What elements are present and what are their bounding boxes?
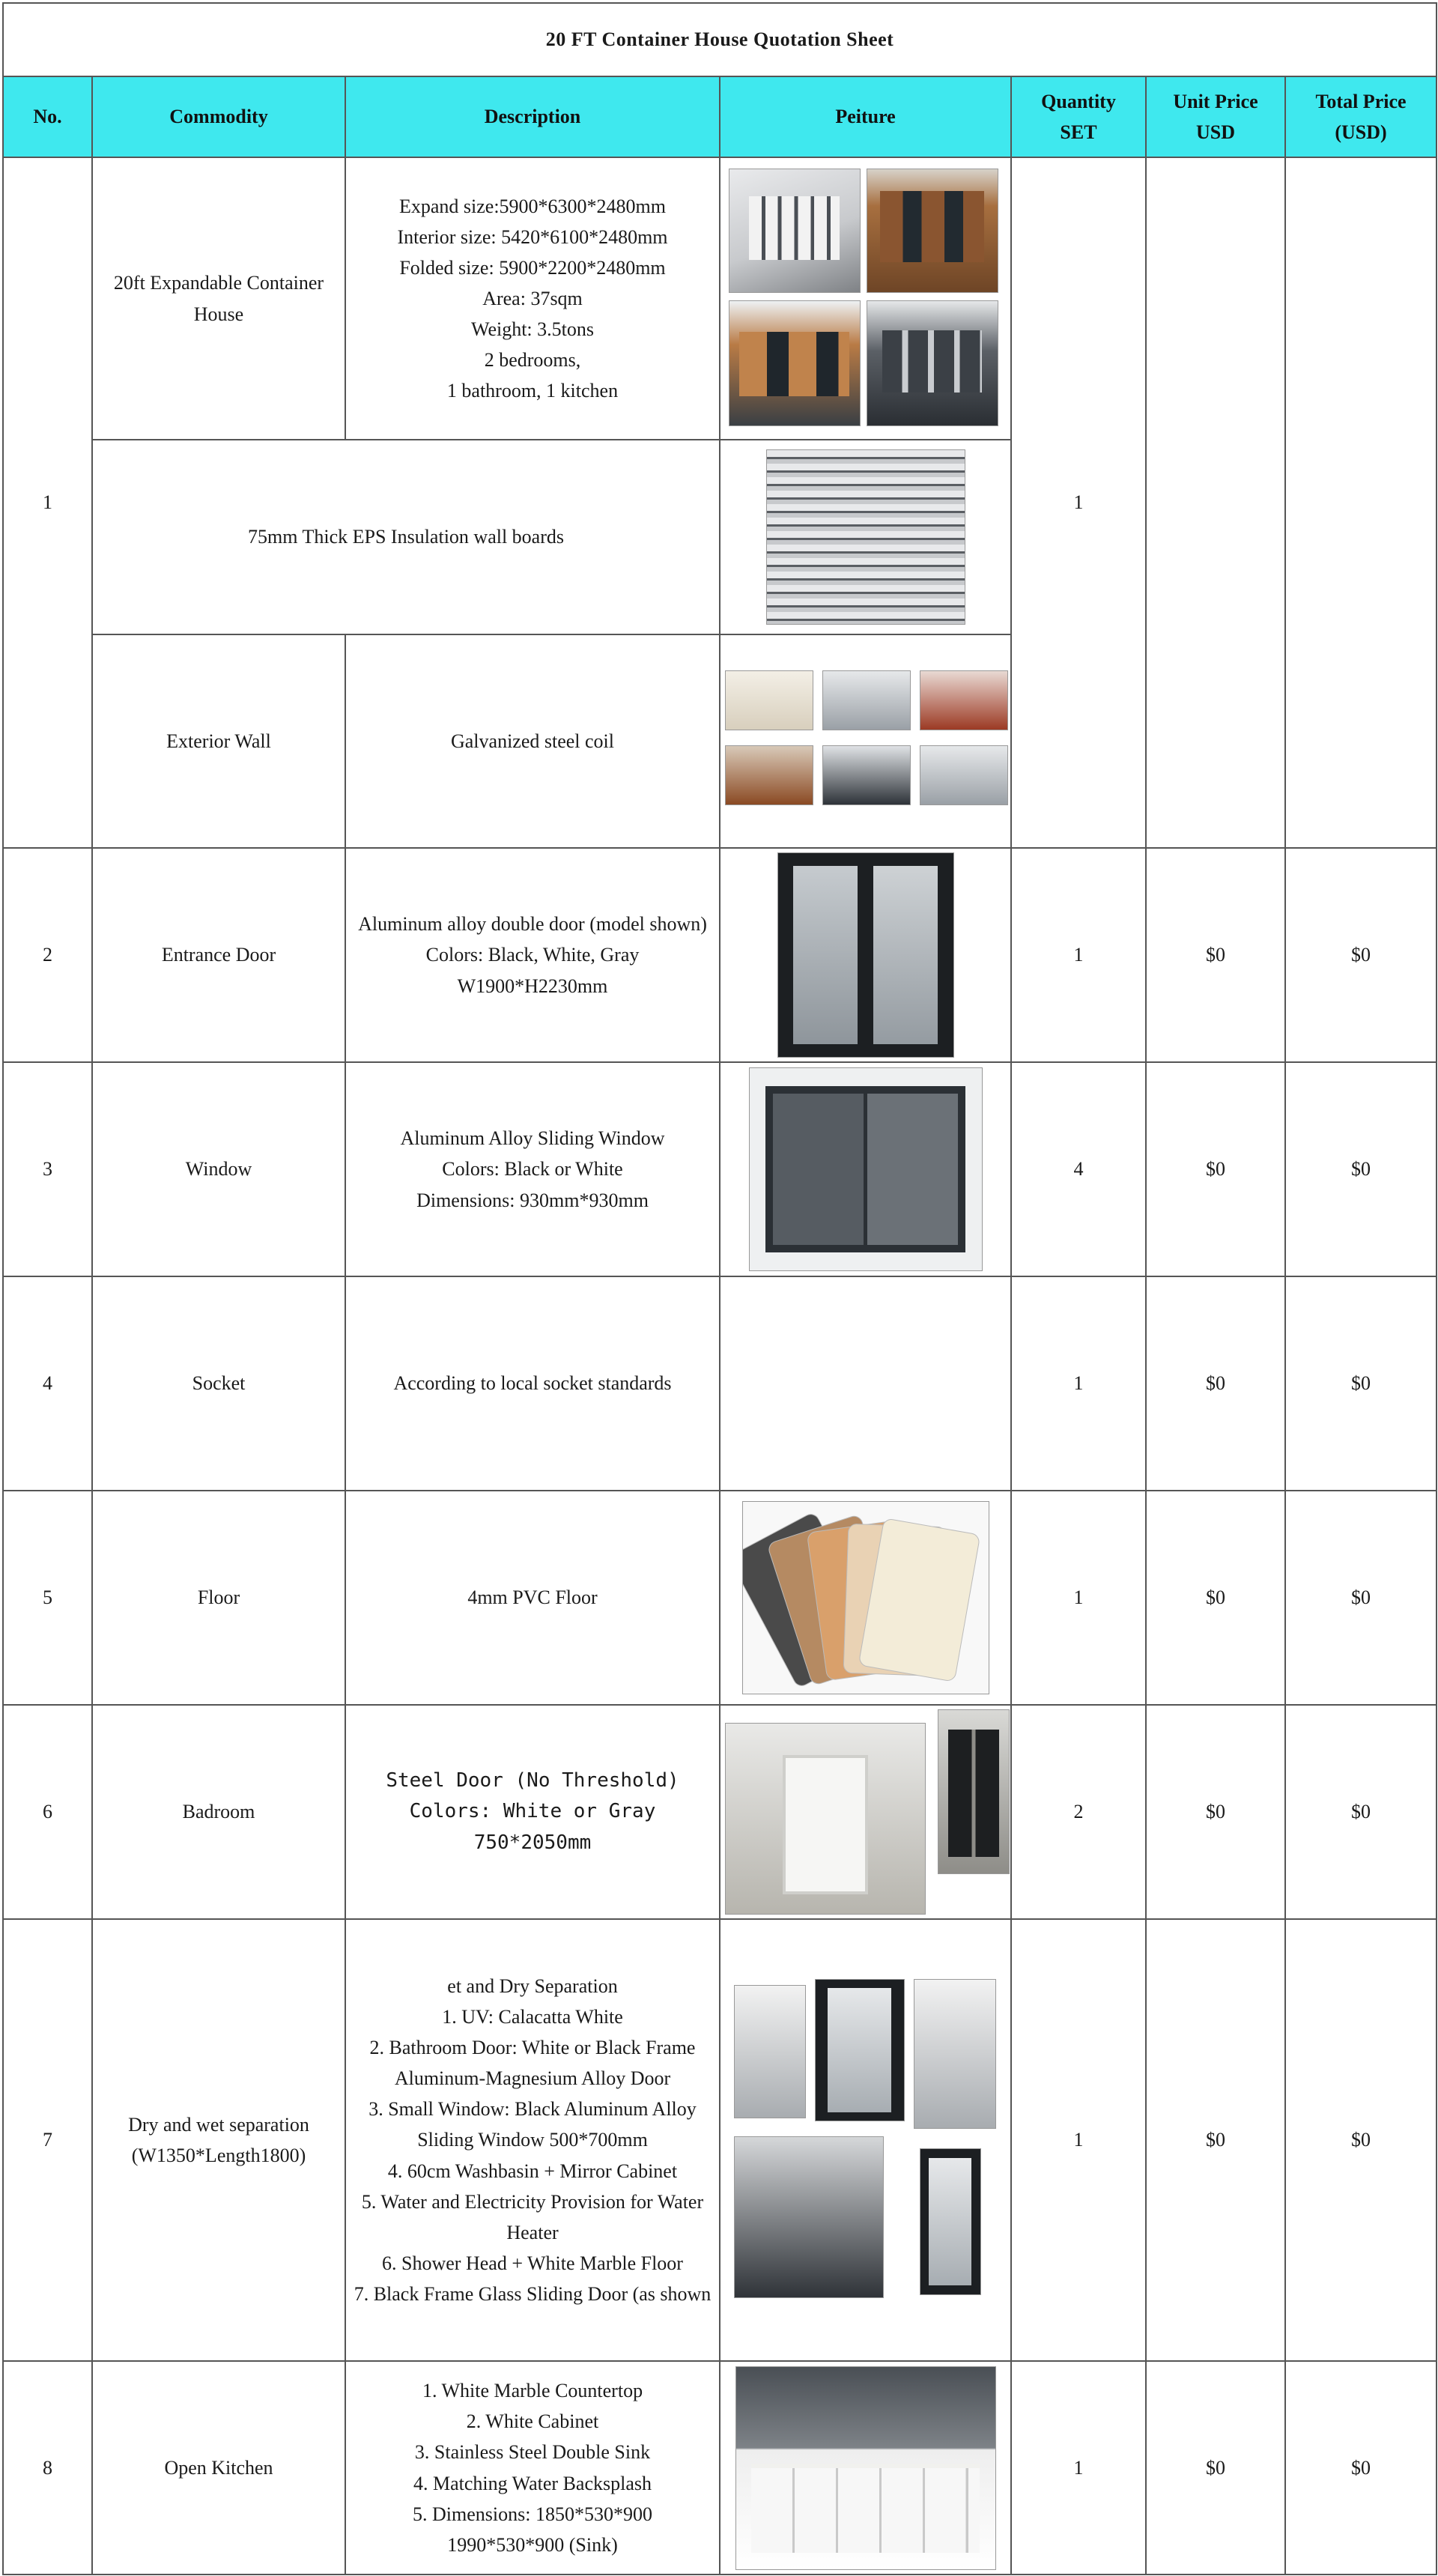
commodity-cell: Open Kitchen — [92, 2361, 345, 2575]
description-cell: Steel Door (No Threshold) Colors: White or Gray 750*2050mm — [345, 1705, 720, 1919]
row-number: 3 — [3, 1062, 92, 1276]
quantity-cell: 1 — [1011, 1491, 1146, 1705]
insulation-boards-photo-icon — [766, 449, 965, 625]
header-picture: Peiture — [720, 76, 1011, 157]
total-price-cell: $0 — [1285, 1919, 1437, 2361]
description-cell: Galvanized steel coil — [345, 634, 720, 848]
unit-price-cell: $0 — [1146, 848, 1285, 1062]
table-row — [3, 1919, 1437, 2361]
total-price-cell: $0 — [1285, 848, 1437, 1062]
quantity-cell: 1 — [1011, 1276, 1146, 1491]
table-row — [3, 2361, 1437, 2575]
pvc-floor-swatches-photo-icon — [742, 1501, 989, 1694]
header-commodity: Commodity — [92, 76, 345, 157]
row-number: 2 — [3, 848, 92, 1062]
quantity-cell: 4 — [1011, 1062, 1146, 1276]
unit-price-cell: $0 — [1146, 2361, 1285, 2575]
description-cell: Aluminum Alloy Sliding Window Colors: Black or White Dimensions: 930mm*930mm — [345, 1062, 720, 1276]
picture-cell — [720, 634, 1011, 848]
table-row — [3, 1062, 1437, 1276]
quantity-cell: 1 — [1011, 157, 1146, 848]
row-number: 6 — [3, 1705, 92, 1919]
unit-price-cell: $0 — [1146, 1062, 1285, 1276]
unit-price-cell: $0 — [1146, 1919, 1285, 2361]
table-row — [3, 1705, 1437, 1919]
bathroom-photos-icon — [731, 1979, 1001, 2301]
commodity-cell: Exterior Wall — [92, 634, 345, 848]
sheet-title: 20 FT Container House Quotation Sheet — [3, 3, 1437, 76]
picture-cell — [720, 1705, 1011, 1919]
commodity-cell: Floor — [92, 1491, 345, 1705]
picture-cell — [720, 1062, 1011, 1276]
unit-price-cell: $0 — [1146, 1276, 1285, 1491]
kitchen-photo-icon — [735, 2366, 996, 2570]
commodity-cell: 20ft Expandable Container House — [92, 157, 345, 440]
header-total-price: Total Price (USD) — [1285, 76, 1437, 157]
picture-cell — [720, 2361, 1011, 2575]
commodity-cell: Socket — [92, 1276, 345, 1491]
unit-price-cell — [1146, 157, 1285, 848]
table-row — [3, 848, 1437, 1062]
row-number: 7 — [3, 1919, 92, 2361]
commodity-cell: Badroom — [92, 1705, 345, 1919]
picture-cell — [720, 157, 1011, 440]
quantity-cell: 1 — [1011, 848, 1146, 1062]
description-cell: 4mm PVC Floor — [345, 1491, 720, 1705]
quantity-cell: 1 — [1011, 1919, 1146, 2361]
description-cell: According to local socket standards — [345, 1276, 720, 1491]
description-cell: et and Dry Separation 1. UV: Calacatta White 2. Bathroom Door: White or Black Frame Aluminum-Magnesium Alloy Door 3. Small Window: Black Aluminum Alloy Sliding Window 500*700mm 4. 60cm Washbasin + Mirror Cabinet 5. Water and Electricity Provision for Water Heater 6. Shower Head + White Marble Floor 7. Black Frame Glass Sliding Door (as shown — [345, 1919, 720, 2361]
quantity-cell: 1 — [1011, 2361, 1146, 2575]
row-number: 1 — [3, 157, 92, 848]
double-door-photo-icon — [777, 852, 954, 1058]
container-house-photos-icon — [729, 169, 1003, 429]
header-no: No. — [3, 76, 92, 157]
picture-cell — [720, 440, 1011, 634]
header-description: Description — [345, 76, 720, 157]
exterior-color-options-photos-icon — [725, 670, 1010, 813]
picture-cell — [720, 1276, 1011, 1491]
quotation-table — [2, 2, 1437, 2575]
picture-cell — [720, 848, 1011, 1062]
header-unit-price: Unit Price USD — [1146, 76, 1285, 157]
header-quantity: Quantity SET — [1011, 76, 1146, 157]
row-number: 4 — [3, 1276, 92, 1491]
total-price-cell: $0 — [1285, 1491, 1437, 1705]
description-cell: Expand size:5900*6300*2480mm Interior size: 5420*6100*2480mm Folded size: 5900*2200*2480mm Area: 37sqm Weight: 3.5tons 2 bedrooms, 1 bathroom, 1 kitchen — [345, 157, 720, 440]
quantity-cell: 2 — [1011, 1705, 1146, 1919]
row-number: 8 — [3, 2361, 92, 2575]
unit-price-cell: $0 — [1146, 1491, 1285, 1705]
sliding-window-photo-icon — [749, 1067, 983, 1271]
bedroom-doors-photos-icon — [725, 1709, 1010, 1915]
table-row — [3, 157, 1437, 440]
total-price-cell: $0 — [1285, 1062, 1437, 1276]
commodity-cell: 75mm Thick EPS Insulation wall boards — [92, 440, 720, 634]
description-cell: 1. White Marble Countertop 2. White Cabinet 3. Stainless Steel Double Sink 4. Matching Water Backsplash 5. Dimensions: 1850*530*900 1990*530*900 (Sink) — [345, 2361, 720, 2575]
row-number: 5 — [3, 1491, 92, 1705]
total-price-cell: $0 — [1285, 2361, 1437, 2575]
total-price-cell: $0 — [1285, 1276, 1437, 1491]
unit-price-cell: $0 — [1146, 1705, 1285, 1919]
commodity-cell: Entrance Door — [92, 848, 345, 1062]
table-row — [3, 1491, 1437, 1705]
commodity-cell: Window — [92, 1062, 345, 1276]
picture-cell — [720, 1491, 1011, 1705]
table-row — [3, 1276, 1437, 1491]
total-price-cell — [1285, 157, 1437, 848]
total-price-cell: $0 — [1285, 1705, 1437, 1919]
description-cell: Aluminum alloy double door (model shown) Colors: Black, White, Gray W1900*H2230mm — [345, 848, 720, 1062]
picture-cell — [720, 1919, 1011, 2361]
commodity-cell: Dry and wet separation (W1350*Length1800) — [92, 1919, 345, 2361]
